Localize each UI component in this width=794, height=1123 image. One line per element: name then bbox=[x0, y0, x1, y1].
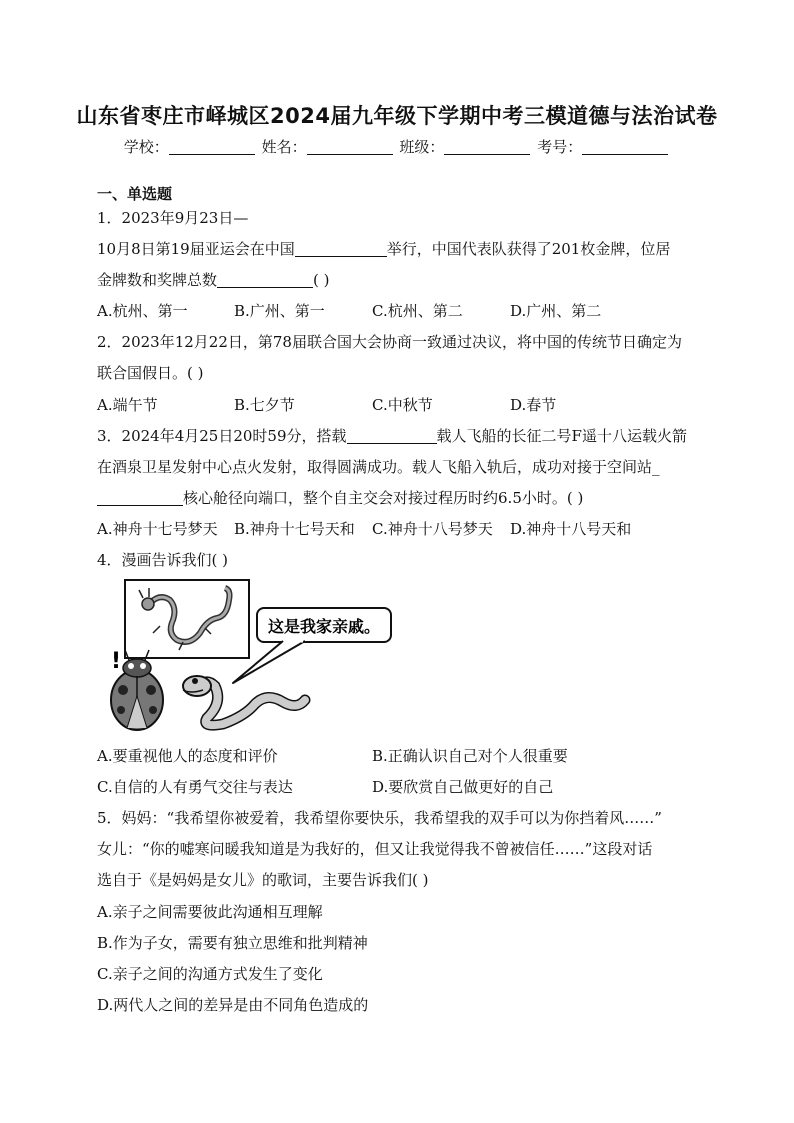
q3-line1-text-a: 3．2024年4月25日20时59分，搭载 bbox=[97, 427, 347, 445]
q1-line3-text-a: 金牌数和奖牌总数 bbox=[97, 271, 218, 289]
q5-option-c: C.亲子之间的沟通方式发生了变化 bbox=[97, 965, 323, 983]
bubble-text: 这是我家亲戚。 bbox=[267, 617, 381, 636]
cartoon-illustration bbox=[105, 578, 405, 738]
q1-answer-blank-1 bbox=[295, 242, 387, 257]
q3-line2: 在酒泉卫星发射中心点火发射，取得圆满成功。载人飞船入轨后，成功对接于空间站_ bbox=[97, 458, 660, 476]
q4-option-b: B.正确认识自己对个人很重要 bbox=[372, 747, 568, 765]
q3-option-a: A.神舟十七号梦天 bbox=[97, 520, 218, 538]
section-heading: 一、单选题 bbox=[97, 185, 173, 203]
q4-option-d: D.要欣赏自己做更好的自己 bbox=[372, 778, 554, 796]
name-label: 姓名： bbox=[261, 138, 307, 156]
q2-option-a: A.端午节 bbox=[97, 396, 158, 414]
q1-line2-text-a: 10月8日第19届亚运会在中国 bbox=[97, 240, 295, 258]
q2-option-c: C.中秋节 bbox=[372, 396, 433, 414]
q1-line2 bbox=[97, 238, 670, 259]
q2-line1: 2．2023年12月22日，第78届联合国大会协商一致通过决议，将中国的传统节日确定为 bbox=[97, 333, 682, 351]
page-title: 山东省枣庄市峄城区2024届九年级下学期中考三模道德与法治试卷 bbox=[76, 104, 718, 128]
q2-option-d: D.春节 bbox=[510, 396, 557, 414]
q3-line3-text: 核心舱径向端口，整个自主交会对接过程历时约6.5小时。( ) bbox=[183, 489, 584, 507]
class-label: 班级： bbox=[399, 138, 445, 156]
snake-icon bbox=[183, 676, 305, 725]
q4-option-c: C.自信的人有勇气交往与表达 bbox=[97, 778, 293, 796]
q1-line3 bbox=[97, 269, 330, 290]
exclamation-mark: ! bbox=[111, 649, 122, 674]
q3-line1-text-b: 载人飞船的长征二号F遥十八运载火箭 bbox=[436, 427, 687, 445]
q5-option-a: A.亲子之间需要彼此沟通相互理解 bbox=[97, 903, 323, 921]
q3-option-d: D.神舟十八号天和 bbox=[510, 520, 632, 538]
q1-line1: 1．2023年9月23日— bbox=[97, 209, 249, 227]
q3-answer-blank-1 bbox=[347, 429, 437, 444]
q1-option-c: C.杭州、第二 bbox=[372, 302, 463, 320]
q5-option-d: D.两代人之间的差异是由不同角色造成的 bbox=[97, 996, 369, 1014]
school-label: 学校： bbox=[123, 138, 169, 156]
q1-option-a: A.杭州、第一 bbox=[97, 302, 188, 320]
q2-option-b: B.七夕节 bbox=[234, 396, 295, 414]
q5-line1: 5．妈妈：“我希望你被爱着，我希望你要快乐，我希望我的双手可以为你挡着风……” bbox=[97, 809, 662, 827]
q1-line2-text-b: 举行，中国代表队获得了201枚金牌，位居 bbox=[386, 240, 671, 258]
q4-line1: 4．漫画告诉我们( ) bbox=[97, 551, 229, 569]
q5-option-b: B.作为子女，需要有独立思维和批判精神 bbox=[97, 934, 368, 952]
school-blank bbox=[169, 140, 255, 155]
number-blank bbox=[582, 140, 668, 155]
q3-line1 bbox=[97, 425, 687, 446]
q1-option-b: B.广州、第一 bbox=[234, 302, 325, 320]
cartoon-svg bbox=[105, 578, 405, 738]
q4-option-a: A.要重视他人的态度和评价 bbox=[97, 747, 278, 765]
q1-answer-blank-2 bbox=[217, 273, 313, 288]
q3-option-b: B.神舟十七号天和 bbox=[234, 520, 355, 538]
name-blank bbox=[307, 140, 393, 155]
q5-line3: 选自于《是妈妈是女儿》的歌词，主要告诉我们( ) bbox=[97, 871, 429, 889]
q1-line3-text-b: ( ) bbox=[313, 271, 330, 289]
q3-answer-blank-2 bbox=[97, 491, 183, 506]
q1-option-d: D.广州、第二 bbox=[510, 302, 602, 320]
speech-bubble bbox=[233, 608, 391, 683]
number-label: 考号： bbox=[537, 138, 583, 156]
q5-line2: 女儿：“你的嘘寒问暖我知道是为我好的，但又让我觉得我不曾被信任……”这段对话 bbox=[97, 840, 653, 858]
q3-line3 bbox=[97, 487, 583, 508]
student-info-line bbox=[0, 136, 794, 157]
class-blank bbox=[444, 140, 530, 155]
q3-option-c: C.神舟十八号梦天 bbox=[372, 520, 493, 538]
q2-line2: 联合国假日。( ) bbox=[97, 364, 204, 382]
